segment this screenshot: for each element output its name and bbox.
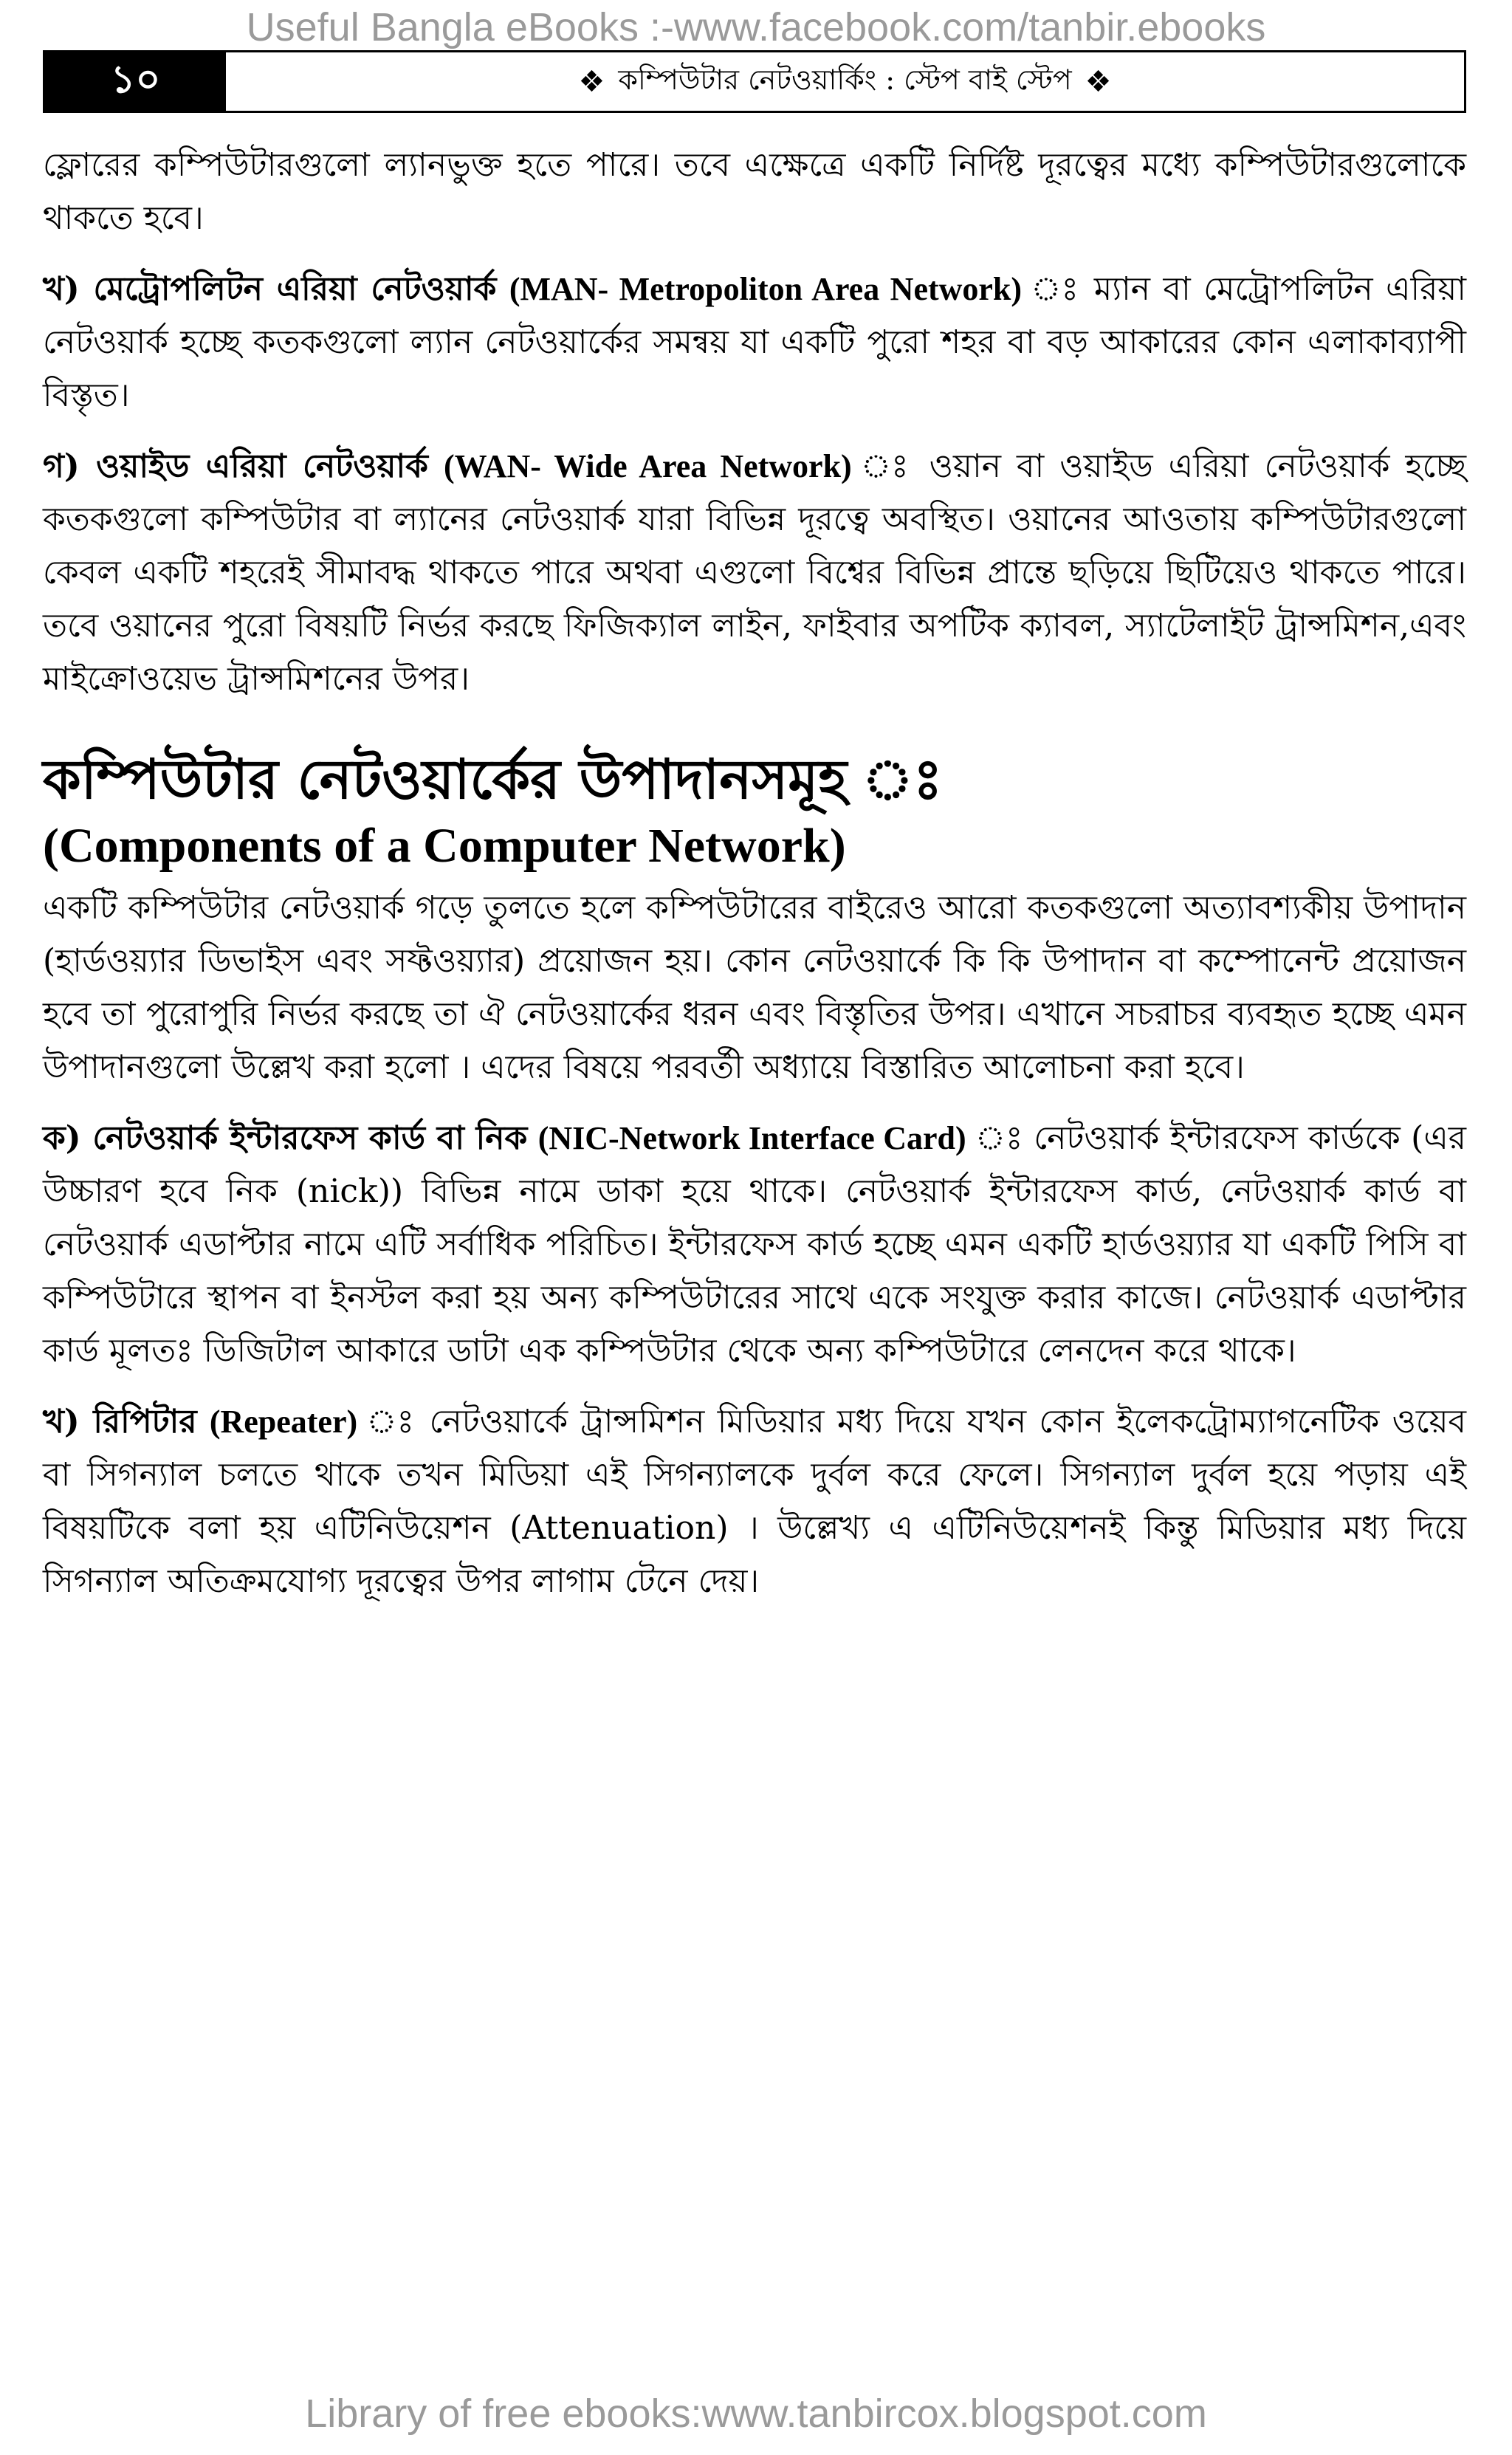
man-text: ঃ ম্যান বা মেট্রোপলিটন এরিয়া নেটওয়ার্ক হচ্ছে কতকগুলো ল্যান নেটওয়ার্কের সমন্বয় যা একটি পুরো শহর বা বড় আকারের কোন এলাকাব্যাপী বিস্তৃত। xyxy=(43,270,1466,414)
wan-english-term: (WAN- Wide Area Network) xyxy=(443,448,852,484)
page-number: ১০ xyxy=(45,52,226,111)
ornament-left-icon: ❖ xyxy=(578,64,605,99)
section-title: কম্পিউটার নেটওয়ার্কের উপাদানসমূহ ঃ xyxy=(43,748,943,811)
page-header xyxy=(43,50,1466,113)
nic-text: ঃ নেটওয়ার্ক ইন্টারফেস কার্ডকে (এর উচ্চারণ হবে নিক (nick)) বিভিন্ন নামে ডাকা হয়ে থাকে। নেটওয়ার্ক ইন্টারফেস কার্ড, নেটওয়ার্ক কার্ড বা নেটওয়ার্ক এডাপ্টার নামে এটি সর্বাধিক পরিচিত। ইন্টারফেস কার্ড হচ্ছে এমন একটি হার্ডওয়্যার যা একটি পিসি বা কম্পিউটারে স্থাপন বা ইনস্টল করা হয় অন্য কম্পিউটারের সাথে একে সংযুক্ত করার কাজে। নেটওয়ার্ক এডাপ্টার কার্ড মূলতঃ ডিজিটাল আকারে ডাটা এক কম্পিউটার থেকে অন্য কম্পিউটারে লেনদেন করে থাকে। xyxy=(43,1119,1467,1370)
section-subtitle: (Components of a Computer Network) xyxy=(43,819,846,873)
man-paragraph xyxy=(43,263,1466,422)
intro-paragraph: ফ্লোরের কম্পিউটারগুলো ল্যানভুক্ত হতে পারে। তবে এক্ষেত্রে একটি নির্দিষ্ট দূরত্বের মধ্যে কম্পিউটারগুলোকে থাকতে হবে। xyxy=(43,146,1466,237)
wan-text: ঃ ওয়ান বা ওয়াইড এরিয়া নেটওয়ার্ক হচ্ছে কতকগুলো কম্পিউটার বা ল্যানের নেটওয়ার্ক যারা বিভিন্ন দূরত্বে অবস্থিত। ওয়ানের আওতায় কম্পিউটারগুলো কেবল একটি শহরেই সীমাবদ্ধ থাকতে পারে অথবা এগুলো বিশ্বের বিভিন্ন প্রান্তে ছড়িয়ে ছিটিয়েও থাকতে পারে। তবে ওয়ানের পুরো বিষয়টি নির্ভর করছে ফিজিক্যাল লাইন, ফাইবার অপটিক ক্যাবল, স্যাটেলাইট ট্রান্সমিশন,এবং মাইক্রোওয়েভ ট্রান্সমিশনের উপর। xyxy=(43,447,1467,698)
nic-heading: ক) নেটওয়ার্ক ইন্টারফেস কার্ড বা নিক xyxy=(43,1119,528,1157)
nic-english-term: (NIC-Network Interface Card) xyxy=(537,1120,966,1156)
repeater-paragraph xyxy=(43,1395,1466,1608)
repeater-english-term: (Repeater) xyxy=(209,1404,358,1440)
wan-paragraph xyxy=(43,440,1466,706)
nic-paragraph xyxy=(43,1112,1466,1378)
ornament-right-icon: ❖ xyxy=(1085,64,1112,99)
page-body xyxy=(43,139,1466,1626)
man-english-term: (MAN- Metropoliton Area Network) xyxy=(509,271,1023,307)
repeater-heading: খ) রিপিটার xyxy=(43,1403,197,1441)
section-intro: একটি কম্পিউটার নেটওয়ার্ক গড়ে তুলতে হলে কম্পিউটারের বাইরেও আরো কতকগুলো অত্যাবশ্যকীয় উপাদান (হার্ডওয়্যার ডিভাইস এবং সফ্টওয়্যার) প্রয়োজন হয়। কোন নেটওয়ার্কে কি কি উপাদান বা কম্পোনেন্ট প্রয়োজন হবে তা পুরোপুরি নির্ভর করছে তা ঐ নেটওয়ার্কের ধরন এবং বিস্তৃতির উপর। এখানে সচরাচর ব্যবহৃত হচ্ছে এমন উপাদানগুলো উল্লেখ করা হলো । এদের বিষয়ে পরবর্তী অধ্যায়ে বিস্তারিত আলোচনা করা হবে। xyxy=(43,889,1466,1086)
repeater-text: ঃ নেটওয়ার্কে ট্রান্সমিশন মিডিয়ার মধ্য দিয়ে যখন কোন ইলেকট্রোম্যাগনেটিক ওয়েব বা সিগন্যাল চলতে থাকে তখন মিডিয়া এই সিগন্যালকে দুর্বল করে ফেলে। সিগন্যাল দুর্বল হয়ে পড়ায় এই বিষয়টিকে বলা হয় এটিনিউয়েশন (Attenuation) । উল্লেখ্য এ এটিনিউয়েশনই কিন্তু মিডিয়ার মধ্য দিয়ে সিগন্যাল অতিক্রমযোগ্য দূরত্বের উপর লাগাম টেনে দেয়। xyxy=(43,1403,1466,1600)
wan-heading: গ) ওয়াইড এরিয়া নেটওয়ার্ক xyxy=(43,447,428,485)
running-title-box xyxy=(226,52,1464,111)
bottom-watermark: Library of free ebooks:www.tanbircox.blogspot.com xyxy=(305,2392,1207,2436)
man-heading: খ) মেট্রোপলিটন এরিয়া নেটওয়ার্ক xyxy=(43,270,497,308)
top-watermark: Useful Bangla eBooks :-www.facebook.com/tanbir.ebooks xyxy=(246,5,1266,49)
running-title: কম্পিউটার নেটওয়ার্কিং : স্টেপ বাই স্টেপ xyxy=(618,63,1072,96)
